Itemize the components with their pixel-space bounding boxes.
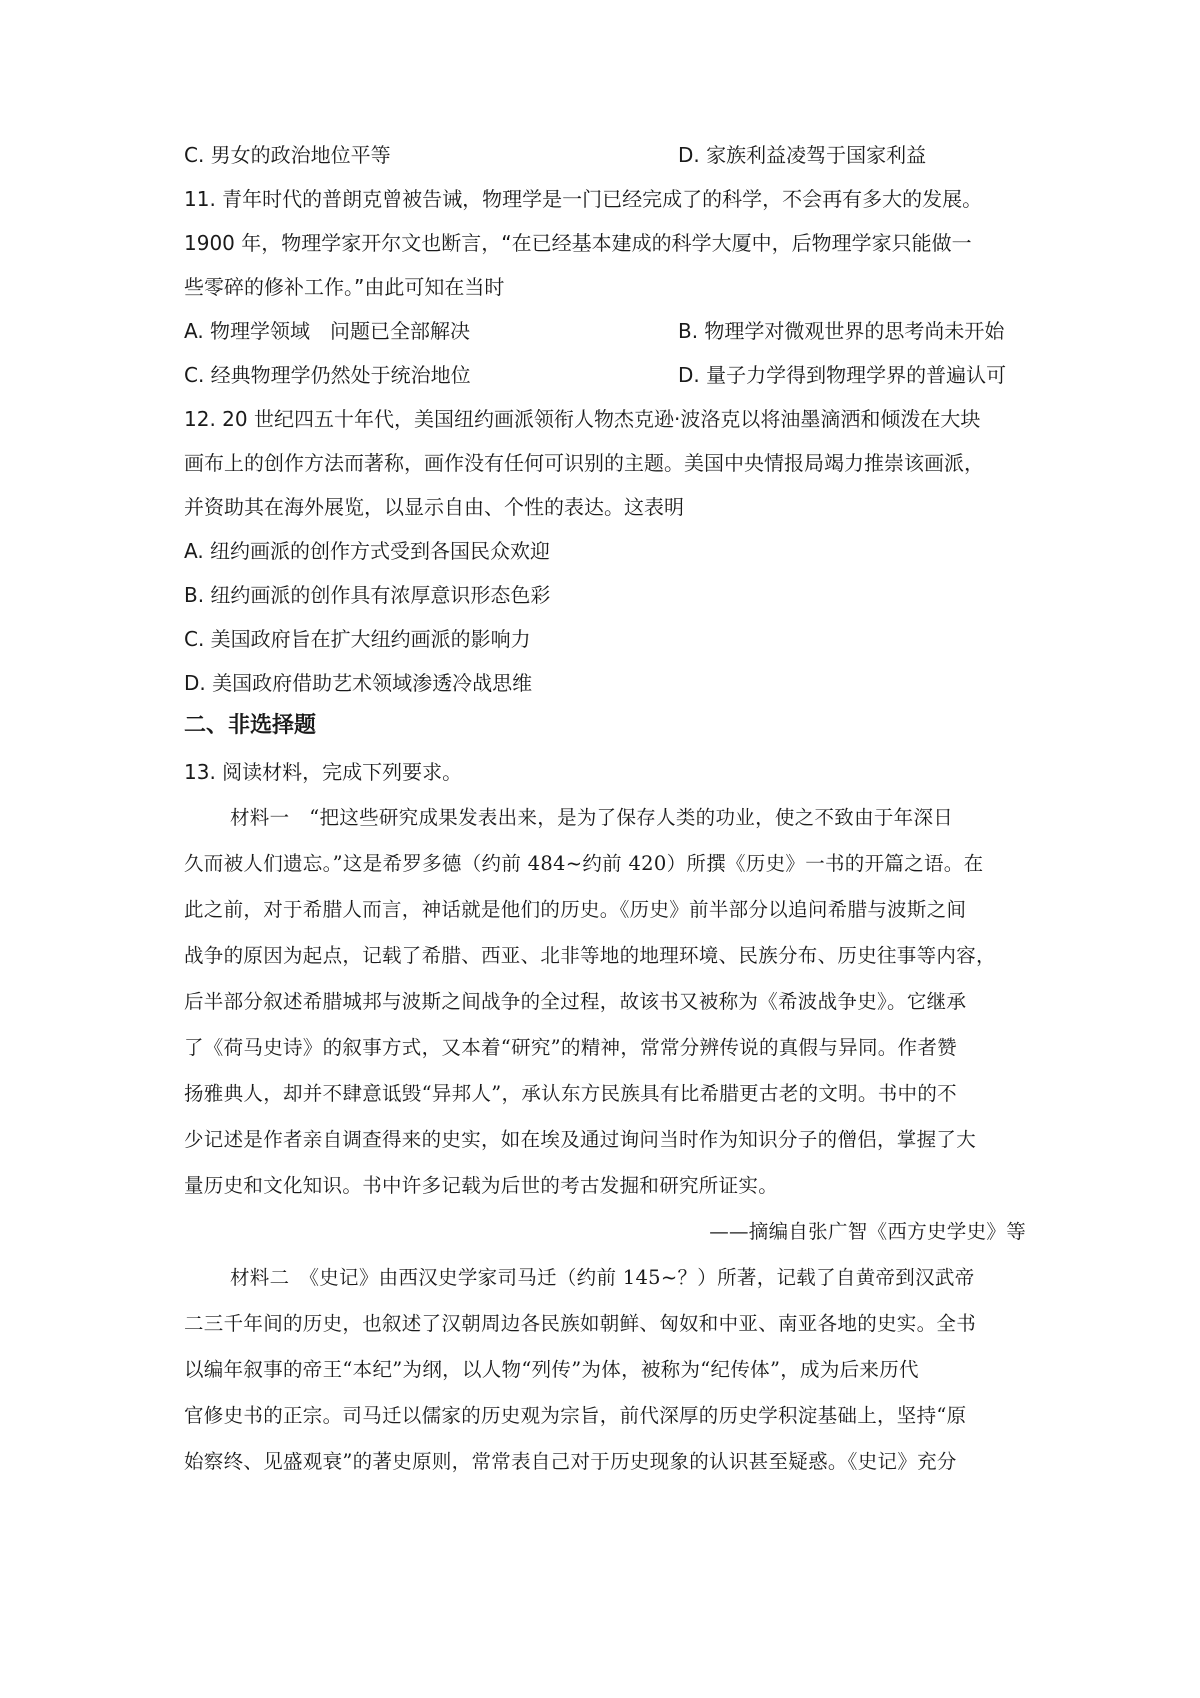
material1-line-1: 材料一 “把这些研究成果发表出来，是为了保存人类的功业，使之不致由于年深日: [230, 806, 954, 829]
material2-line-5: 始察终、见盛观衰”的著史原则，常常表自己对于历史现象的认识甚至疑惑。《史记》充分: [184, 1450, 957, 1473]
material1-line-4: 战争的原因为起点，记载了希腊、西亚、北非等地的地理环境、民族分布、历史往事等内容，: [184, 944, 996, 967]
q10-option-c: C. 男女的政治地位平等: [184, 143, 391, 167]
q11-option-a: A. 物理学领域 问题已全部解决: [184, 319, 471, 343]
q12-stem-line-1: 12. 20 世纪四五十年代，美国纽约画派领衔人物杰克逊·波洛克以将油墨滴洒和倾泼在大块: [184, 407, 981, 431]
q11-option-c: C. 经典物理学仍然处于统治地位: [184, 363, 471, 387]
q11-stem-line-3: 些零碎的修补工作。”由此可知在当时: [184, 275, 505, 299]
q11-stem-line-1: 11. 青年时代的普朗克曾被告诫，物理学是一门已经完成了的科学，不会再有多大的发展。: [184, 187, 983, 211]
q12-stem-line-3: 并资助其在海外展览，以显示自由、个性的表达。这表明: [184, 495, 684, 519]
material1-line-9: 量历史和文化知识。书中许多记载为后世的考古发掘和研究所证实。: [184, 1174, 779, 1197]
section-title-non-choice: 二、非选择题: [184, 713, 317, 738]
material2-line-3: 以编年叙事的帝王“本纪”为纲，以人物“列传”为体，被称为“纪传体”，成为后来历代: [184, 1358, 919, 1381]
q12-stem-line-2: 画布上的创作方法而著称，画作没有任何可识别的主题。美国中央情报局竭力推崇该画派，: [184, 451, 984, 475]
material1-source: ——摘编自张广智《西方史学史》等: [709, 1220, 1026, 1243]
q13-stem: 13. 阅读材料，完成下列要求。: [184, 760, 463, 784]
q11-option-b: B. 物理学对微观世界的思考尚未开始: [678, 319, 1005, 343]
q11-stem-line-2: 1900 年，物理学家开尔文也断言，“在已经基本建成的科学大厦中，后物理学家只能做一: [184, 231, 972, 255]
material1-line-7: 扬雅典人，却并不肆意诋毁“异邦人”，承认东方民族具有比希腊更古老的文明。书中的不: [184, 1082, 957, 1105]
q12-option-a: A. 纽约画派的创作方式受到各国民众欢迎: [184, 539, 551, 563]
material1-line-8: 少记述是作者亲自调查得来的史实，如在埃及通过询问当时作为知识分子的僧侣，掌握了大: [184, 1128, 977, 1151]
material1-line-5: 后半部分叙述希腊城邦与波斯之间战争的全过程，故该书又被称为《希波战争史》。它继承: [184, 990, 967, 1013]
q12-option-d: D. 美国政府借助艺术领域渗透冷战思维: [184, 671, 533, 695]
q11-option-d: D. 量子力学得到物理学界的普遍认可: [678, 363, 1007, 387]
q10-option-d: D. 家族利益凌驾于国家利益: [678, 143, 927, 167]
material1-line-3: 此之前，对于希腊人而言，神话就是他们的历史。《历史》前半部分以追问希腊与波斯之间: [184, 898, 967, 921]
material1-line-2: 久而被人们遗忘。”这是希罗多德（约前 484~约前 420）所撰《历史》一书的开篇之语。在: [184, 852, 984, 875]
q12-option-c: C. 美国政府旨在扩大纽约画派的影响力: [184, 627, 531, 651]
q12-option-b: B. 纽约画派的创作具有浓厚意识形态色彩: [184, 583, 551, 607]
material2-line-2: 二三千年间的历史，也叙述了汉朝周边各民族如朝鲜、匈奴和中亚、南亚各地的史实。全书: [184, 1312, 977, 1335]
material1-line-6: 了《荷马史诗》的叙事方式，又本着“研究”的精神，常常分辨传说的真假与异同。作者赞: [184, 1036, 957, 1059]
material2-line-4: 官修史书的正宗。司马迁以儒家的历史观为宗旨，前代深厚的历史学积淀基础上，坚持“原: [184, 1404, 967, 1427]
material2-line-1: 材料二 《史记》由西汉史学家司马迁（约前 145~？）所著，记载了自黄帝到汉武帝: [230, 1266, 975, 1289]
